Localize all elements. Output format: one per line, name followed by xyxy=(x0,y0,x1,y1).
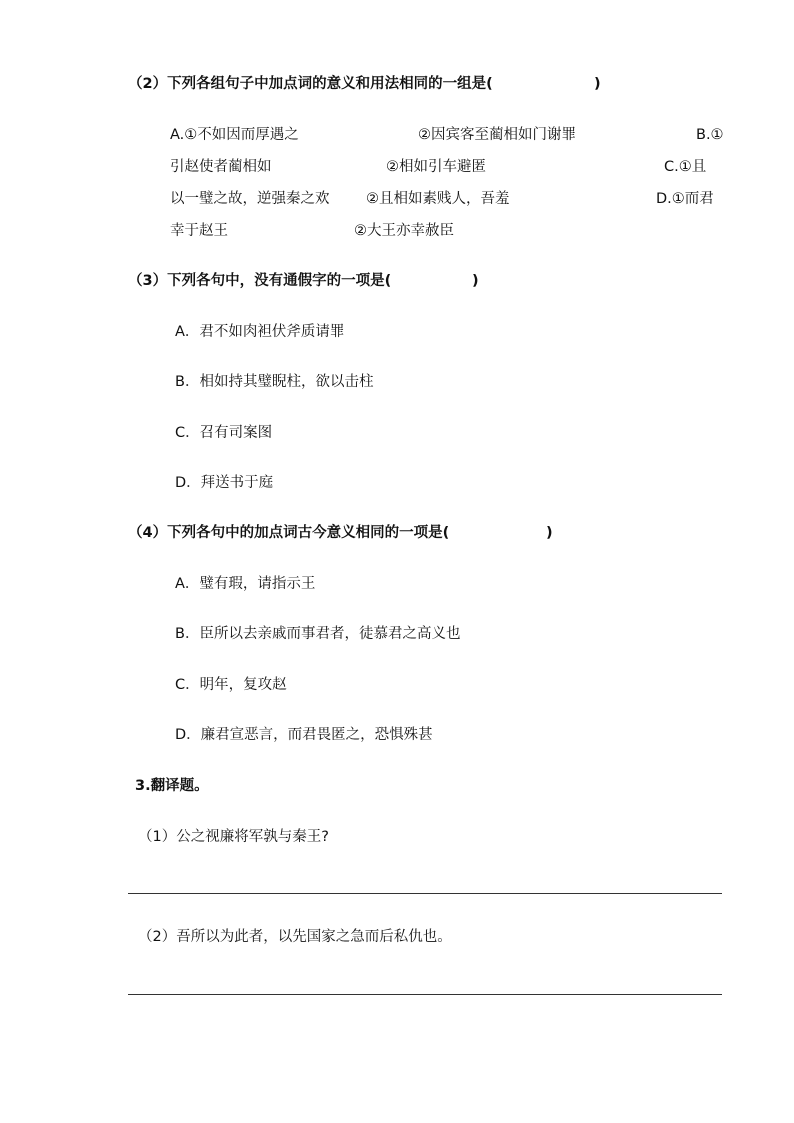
q2-option-b1-label: B.① xyxy=(696,127,724,143)
q2-option-c1-label: C.①且 xyxy=(664,159,707,175)
q4-option-b: B．臣所以去亲戚而事君者，徒慕君之高义也 xyxy=(175,626,461,642)
section3-title: 3.翻译题。 xyxy=(135,778,209,794)
q3-option-a: A．君不如肉袒伏斧质请罪 xyxy=(175,324,345,340)
q3-option-b: B．相如持其璧睨柱，欲以击柱 xyxy=(175,374,374,390)
q2-close-paren: ) xyxy=(594,76,601,92)
q2-stem: （2）下列各组句子中加点词的意义和用法相同的一组是( xyxy=(128,76,493,92)
q2-option-d1: 幸于赵王 xyxy=(170,223,228,239)
answer-line-2 xyxy=(128,994,722,995)
q4-close-paren: ) xyxy=(546,525,553,541)
q3-option-d: D．拜送书于庭 xyxy=(175,475,274,491)
answer-line-1 xyxy=(128,893,722,894)
q2-option-c2: ②且相如素贱人，吾羞 xyxy=(366,191,510,207)
q2-option-a2: ②因宾客至蔺相如门谢罪 xyxy=(418,127,576,143)
q4-option-c: C．明年，复攻赵 xyxy=(175,677,287,693)
q4-option-a: A．璧有瑕，请指示王 xyxy=(175,576,316,592)
q2-option-b2: ②相如引车避匿 xyxy=(386,159,486,175)
q3-stem: （3）下列各句中，没有通假字的一项是( xyxy=(128,273,392,289)
q2-option-d1-label: D.①而君 xyxy=(656,191,714,207)
q3-close-paren: ) xyxy=(472,273,479,289)
q2-option-b1: 引赵使者蔺相如 xyxy=(170,159,272,175)
translate-item-2: （2）吾所以为此者，以先国家之急而后私仇也。 xyxy=(138,929,452,945)
q4-option-d: D．廉君宣恶言，而君畏匿之，恐惧殊甚 xyxy=(175,727,433,743)
q3-option-c: C．召有司案图 xyxy=(175,425,273,441)
q4-stem: （4）下列各句中的加点词古今意义相同的一项是( xyxy=(128,525,450,541)
q2-option-a1: A.①不如因而厚遇之 xyxy=(170,127,299,143)
translate-item-1: （1）公之视廉将军孰与秦王? xyxy=(138,829,329,845)
q2-option-d2: ②大王亦幸赦臣 xyxy=(354,223,454,239)
q2-option-c1: 以一璧之故，逆强秦之欢 xyxy=(170,191,330,207)
